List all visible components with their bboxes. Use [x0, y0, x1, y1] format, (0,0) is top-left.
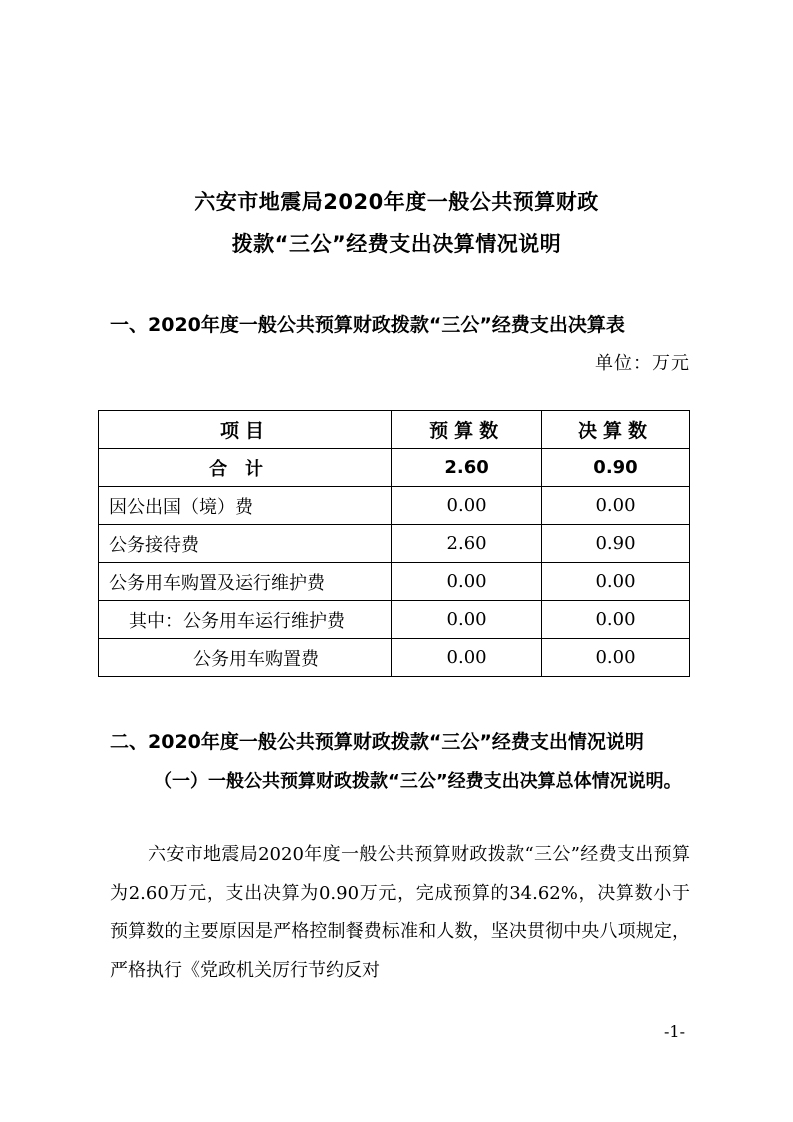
header-budget: 预算数 [392, 411, 542, 449]
document-title-line-2: 拨款“三公”经费支出决算情况说明 [231, 232, 562, 256]
row-final: 0.00 [542, 563, 690, 601]
table-row [99, 601, 690, 639]
row-final: 0.00 [542, 487, 690, 525]
document-title-line-1: 六安市地震局2020年度一般公共预算财政 [194, 190, 599, 214]
section-2-heading: 二、2020年度一般公共预算财政拨款“三公”经费支出情况说明 [110, 731, 644, 753]
three-public-expenses-table [98, 410, 690, 677]
row-total-final: 0.90 [542, 449, 690, 487]
header-final: 决算数 [542, 411, 690, 449]
row-budget: 0.00 [392, 639, 542, 677]
subsection-1-heading: （一）一般公共预算财政拨款“三公”经费支出决算总体情况说明。 [154, 771, 682, 792]
row-label: 因公出国（境）费 [99, 487, 392, 525]
table-header-row [99, 411, 690, 449]
row-total-label: 合计 [99, 449, 392, 487]
table-row [99, 487, 690, 525]
page-number: -1- [664, 1022, 685, 1041]
row-budget: 2.60 [392, 525, 542, 563]
unit-label: 单位：万元 [595, 353, 690, 374]
row-label: 公务用车购置费 [99, 639, 392, 677]
row-budget: 0.00 [392, 487, 542, 525]
row-budget: 0.00 [392, 601, 542, 639]
table-row [99, 525, 690, 563]
header-item: 项目 [99, 411, 392, 449]
table-row-total [99, 449, 690, 487]
row-label: 公务接待费 [99, 525, 392, 563]
row-budget: 0.00 [392, 563, 542, 601]
body-paragraph: 六安市地震局2020年度一般公共预算财政拨款“三公”经费支出预算为2.60万元，支出决算为0.90万元，完成预算的34.62%，决算数小于预算数的主要原因是严格控制餐费标准和人数，坚决贯彻中央八项规定，严格执行《党政机关厉行节约反对 [110, 844, 690, 981]
row-final: 0.00 [542, 639, 690, 677]
row-final: 0.00 [542, 601, 690, 639]
row-total-budget: 2.60 [392, 449, 542, 487]
table-row [99, 563, 690, 601]
table-row [99, 639, 690, 677]
row-label: 其中：公务用车运行维护费 [99, 601, 392, 639]
section-1-heading: 一、2020年度一般公共预算财政拨款“三公”经费支出决算表 [110, 314, 625, 336]
row-final: 0.90 [542, 525, 690, 563]
row-label: 公务用车购置及运行维护费 [99, 563, 392, 601]
